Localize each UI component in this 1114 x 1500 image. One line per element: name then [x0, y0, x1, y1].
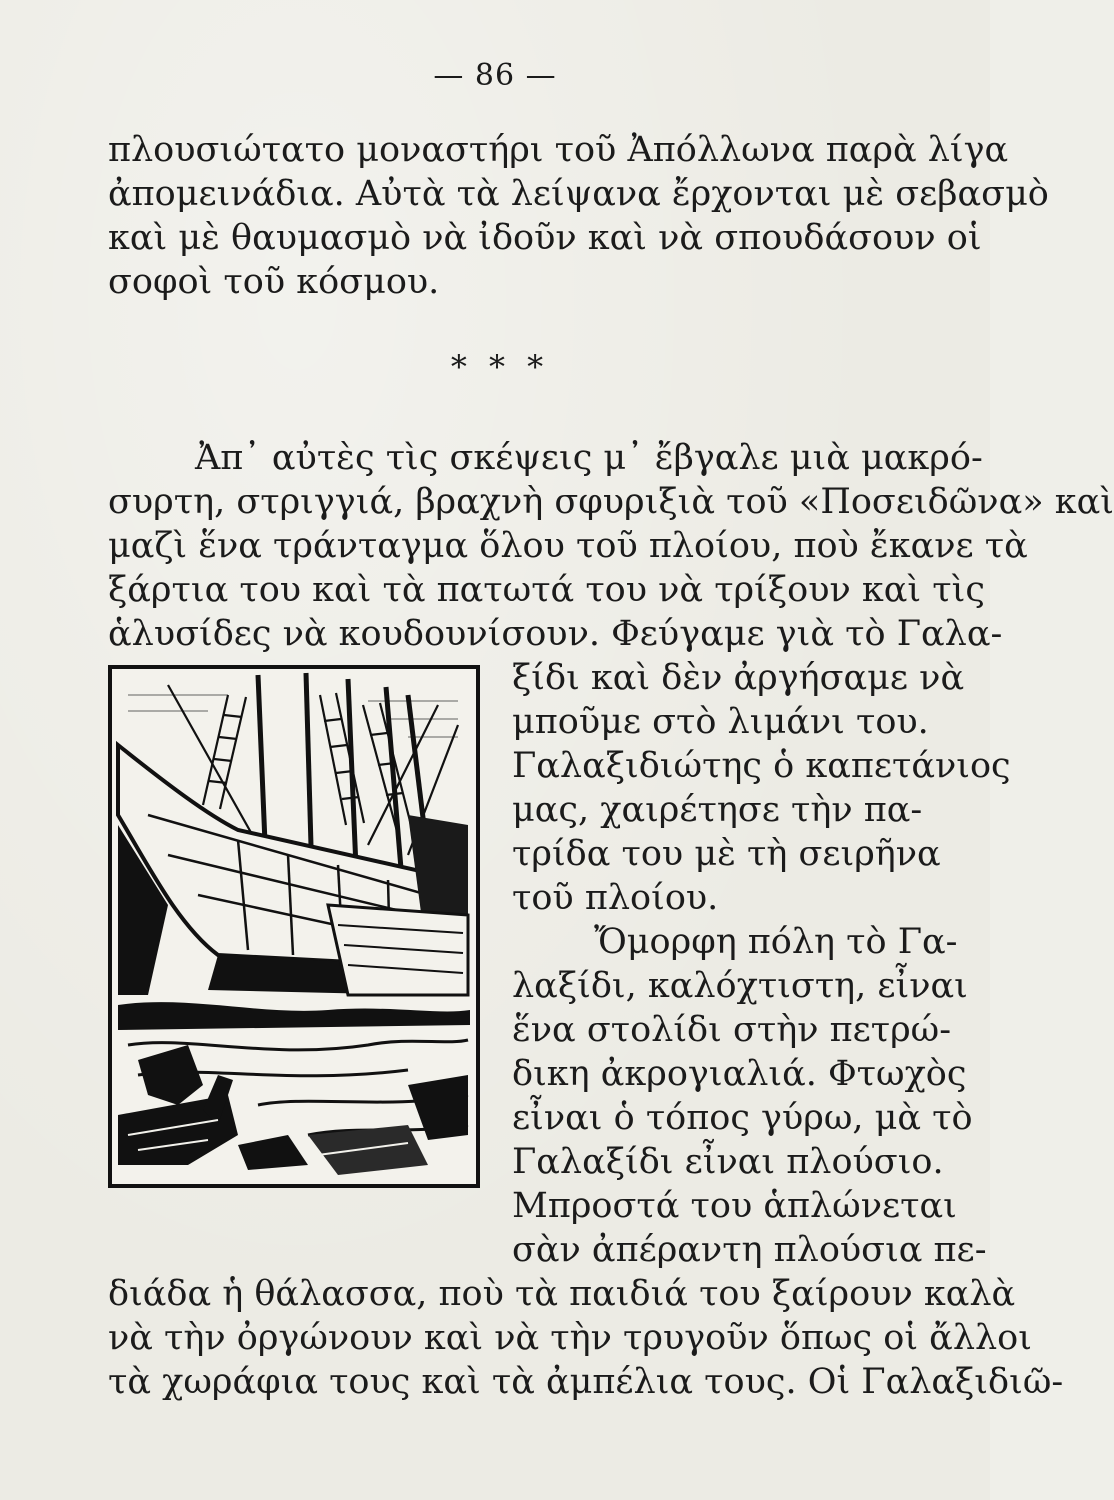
ship-illustration	[108, 665, 480, 1188]
text-line: ἁλυσίδες νὰ κουδουνίσουν. Φεύγαμε γιὰ τὸ Γαλα-	[108, 614, 1003, 654]
text-line: συρτη, στριγγιά, βραχνὴ σφυριξιὰ τοῦ «Ποσειδῶνα» καὶ	[108, 482, 1114, 522]
text-line: μποῦμε στὸ λιμάνι του.	[512, 702, 929, 742]
text-line: εἶναι ὁ τόπος γύρω, μὰ τὸ	[512, 1098, 973, 1138]
text-line: πλουσιώτατο μοναστήρι τοῦ Ἀπόλλωνα παρὰ λίγα	[108, 130, 1009, 170]
text-line: σὰν ἀπέραντη πλούσια πε-	[512, 1230, 987, 1270]
section-break: * * *	[450, 348, 550, 386]
text-line: ἕνα στολίδι στὴν πετρώ-	[512, 1010, 952, 1050]
text-line: τὰ χωράφια τους καὶ τὰ ἀμπέλια τους. Οἱ Γαλαξιδιῶ-	[108, 1362, 1064, 1402]
text-line: διάδα ἡ θάλασσα, ποὺ τὰ παιδιά του ξαίρουν καλὰ	[108, 1274, 1016, 1314]
text-line: ξίδι καὶ δὲν ἀργήσαμε νὰ	[512, 658, 965, 698]
text-line: μας, χαιρέτησε τὴν πα-	[512, 790, 923, 830]
text-line: καὶ μὲ θαυμασμὸ νὰ ἰδοῦν καὶ νὰ σπουδάσουν οἱ	[108, 218, 982, 258]
text-line: τρίδα του μὲ τὴ σειρῆνα	[512, 834, 941, 874]
text-line: δικη ἀκρογιαλιά. Φτωχὸς	[512, 1054, 967, 1094]
text-line: σοφοὶ τοῦ κόσμου.	[108, 262, 440, 302]
text-line: ξάρτια του καὶ τὰ πατωτά του νὰ τρίξουν καὶ τὶς	[108, 570, 985, 610]
text-line: λαξίδι, καλόχτιστη, εἶναι	[512, 966, 968, 1006]
text-line: Γαλαξιδιώτης ὁ καπετάνιος	[512, 746, 1011, 786]
text-line: μαζὶ ἕνα τράνταγμα ὅλου τοῦ πλοίου, ποὺ ἔκανε τὰ	[108, 526, 1028, 566]
text-line: τοῦ πλοίου.	[512, 878, 719, 918]
text-line: Μπροστά του ἁπλώνεται	[512, 1186, 957, 1226]
text-line: νὰ τὴν ὀργώνουν καὶ νὰ τὴν τρυγοῦν ὅπως οἱ ἄλλοι	[108, 1318, 1032, 1358]
text-line: Γαλαξίδι εἶναι πλούσιο.	[512, 1142, 944, 1182]
page-number: — 86 —	[433, 58, 557, 93]
text-line: Ἀπ᾿ αὐτὲς τὶς σκέψεις μ᾿ ἔβγαλε μιὰ μακρό-	[195, 438, 983, 478]
text-line: Ὄμορφη πόλη τὸ Γα-	[594, 922, 958, 962]
text-line: ἀπομεινάδια. Αὐτὰ τὰ λείψανα ἔρχονται μὲ σεβασμὸ	[108, 174, 1049, 214]
